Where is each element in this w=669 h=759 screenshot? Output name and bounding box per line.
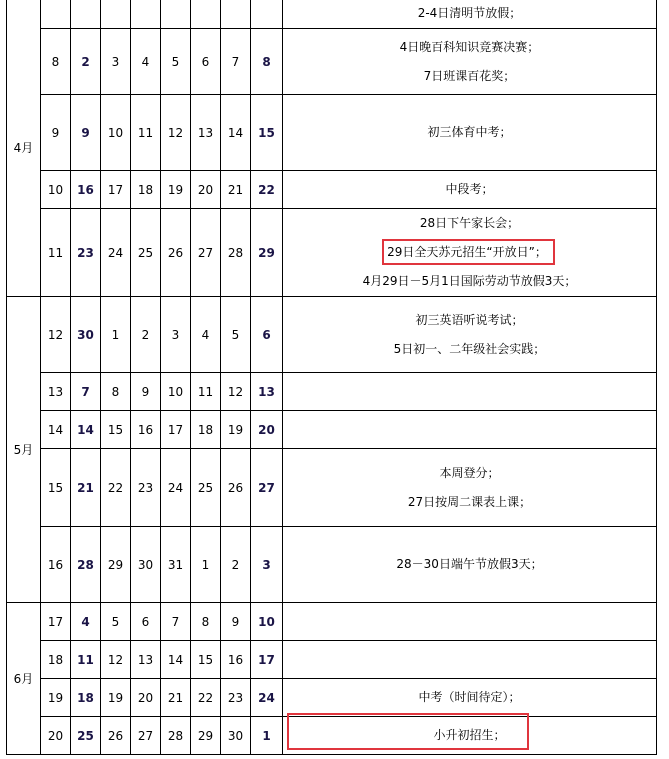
saturday-date: 20 (251, 411, 283, 449)
day-date: 25 (191, 449, 221, 527)
saturday-date: 15 (251, 95, 283, 171)
sunday-date: 16 (71, 171, 101, 209)
week-row (7, 373, 657, 411)
week-row (7, 679, 657, 717)
saturday-date: 17 (251, 641, 283, 679)
day-date: 12 (161, 95, 191, 171)
sunday-date: 28 (71, 527, 101, 603)
day-date (221, 0, 251, 29)
sunday-date: 4 (71, 603, 101, 641)
day-date: 15 (101, 411, 131, 449)
month-cell: 5月 (7, 297, 41, 603)
day-date: 27 (191, 209, 221, 297)
notes-cell (283, 411, 657, 449)
day-date: 2 (221, 527, 251, 603)
week-row (7, 209, 657, 297)
notes-cell (283, 641, 657, 679)
week-row (7, 95, 657, 171)
day-date: 26 (161, 209, 191, 297)
week-number: 14 (41, 411, 71, 449)
day-date: 12 (221, 373, 251, 411)
day-date: 26 (101, 717, 131, 755)
day-date: 10 (161, 373, 191, 411)
week-row (7, 297, 657, 373)
note-line: 28日下午家长会； (419, 216, 520, 230)
day-date: 7 (221, 29, 251, 95)
saturday-date: 6 (251, 297, 283, 373)
day-date: 4 (191, 297, 221, 373)
day-date: 11 (131, 95, 161, 171)
note-line (283, 238, 656, 267)
day-date: 4 (131, 29, 161, 95)
day-date: 15 (191, 641, 221, 679)
day-date: 14 (221, 95, 251, 171)
day-date: 18 (191, 411, 221, 449)
day-date: 23 (221, 679, 251, 717)
note-line: 中考（时间待定）； (418, 690, 521, 704)
day-date: 31 (161, 527, 191, 603)
day-date (101, 0, 131, 29)
note-line: 初三英语听说考试； (415, 312, 524, 327)
note-line: 小升初招生； (433, 728, 506, 742)
saturday-date: 29 (251, 209, 283, 297)
sunday-date: 30 (71, 297, 101, 373)
sunday-date: 2 (71, 29, 101, 95)
day-date: 21 (161, 679, 191, 717)
day-date: 1 (191, 527, 221, 603)
day-date (131, 0, 161, 29)
day-date: 18 (131, 171, 161, 209)
week-number: 15 (41, 449, 71, 527)
saturday-date: 10 (251, 603, 283, 641)
sunday-date: 9 (71, 95, 101, 171)
sunday-date (71, 0, 101, 29)
day-date: 21 (221, 171, 251, 209)
week-row (7, 0, 657, 29)
note-line: 5日初一、二年级社会实践； (393, 341, 546, 356)
day-date: 17 (161, 411, 191, 449)
saturday-date: 24 (251, 679, 283, 717)
week-number: 19 (41, 679, 71, 717)
day-date: 5 (221, 297, 251, 373)
week-number (41, 0, 71, 29)
day-date: 27 (131, 717, 161, 755)
week-row (7, 171, 657, 209)
notes-cell (283, 29, 657, 95)
note-line: 4日晚百科知识竞赛决赛； (399, 39, 540, 54)
week-row (7, 411, 657, 449)
day-date: 13 (131, 641, 161, 679)
day-date: 6 (191, 29, 221, 95)
week-number: 8 (41, 29, 71, 95)
note-line: 初三体育中考； (427, 125, 512, 139)
day-date: 24 (161, 449, 191, 527)
day-date: 22 (101, 449, 131, 527)
day-date: 28 (221, 209, 251, 297)
sunday-date: 23 (71, 209, 101, 297)
week-number: 10 (41, 171, 71, 209)
week-number: 9 (41, 95, 71, 171)
day-date: 6 (131, 603, 161, 641)
week-number: 11 (41, 209, 71, 297)
note-line: 本周登分； (439, 465, 500, 480)
day-date: 1 (101, 297, 131, 373)
note-line: 4月29日－5月1日国际劳动节放假3天； (362, 274, 577, 288)
day-date: 28 (161, 717, 191, 755)
highlight-box-admission (287, 713, 529, 750)
sunday-date: 11 (71, 641, 101, 679)
day-date (191, 0, 221, 29)
day-date: 13 (191, 95, 221, 171)
day-date: 5 (161, 29, 191, 95)
notes-cell (283, 95, 657, 171)
week-number: 12 (41, 297, 71, 373)
day-date: 20 (191, 171, 221, 209)
day-date: 3 (161, 297, 191, 373)
week-row (7, 29, 657, 95)
saturday-date: 13 (251, 373, 283, 411)
week-number: 13 (41, 373, 71, 411)
day-date: 26 (221, 449, 251, 527)
day-date: 20 (131, 679, 161, 717)
notes-cell (283, 297, 657, 373)
day-date: 8 (101, 373, 131, 411)
day-date: 23 (131, 449, 161, 527)
day-date: 25 (131, 209, 161, 297)
day-date: 9 (221, 603, 251, 641)
sunday-date: 14 (71, 411, 101, 449)
day-date: 8 (191, 603, 221, 641)
highlight-open-day: 29日全天苏元招生“开放日”； (386, 243, 551, 261)
week-row (7, 527, 657, 603)
notes-cell (283, 449, 657, 527)
notes-cell (283, 0, 657, 29)
week-row (7, 641, 657, 679)
week-row (7, 449, 657, 527)
sunday-date: 21 (71, 449, 101, 527)
note-line: 27日按周二课表上课； (407, 494, 532, 509)
day-date: 22 (191, 679, 221, 717)
saturday-date: 22 (251, 171, 283, 209)
school-calendar-table (6, 0, 657, 755)
saturday-date (251, 0, 283, 29)
saturday-date: 1 (251, 717, 283, 755)
day-date: 19 (101, 679, 131, 717)
saturday-date: 3 (251, 527, 283, 603)
day-date: 10 (101, 95, 131, 171)
day-date: 30 (131, 527, 161, 603)
day-date: 29 (101, 527, 131, 603)
day-date: 30 (221, 717, 251, 755)
day-date: 16 (221, 641, 251, 679)
sunday-date: 18 (71, 679, 101, 717)
day-date: 14 (161, 641, 191, 679)
week-number: 16 (41, 527, 71, 603)
day-date: 17 (101, 171, 131, 209)
note-line: 中段考； (445, 182, 494, 196)
notes-cell (283, 209, 657, 297)
week-row (7, 603, 657, 641)
day-date: 19 (161, 171, 191, 209)
day-date: 7 (161, 603, 191, 641)
day-date: 9 (131, 373, 161, 411)
day-date: 3 (101, 29, 131, 95)
note-line: 28－30日端午节放假3天； (396, 557, 543, 571)
day-date: 11 (191, 373, 221, 411)
note-line: 2-4日清明节放假； (417, 6, 522, 20)
note-line: 7日班课百花奖； (423, 68, 516, 83)
week-number: 20 (41, 717, 71, 755)
sunday-date: 25 (71, 717, 101, 755)
notes-cell (283, 171, 657, 209)
day-date: 5 (101, 603, 131, 641)
day-date: 19 (221, 411, 251, 449)
notes-cell (283, 679, 657, 717)
notes-cell (283, 373, 657, 411)
saturday-date: 27 (251, 449, 283, 527)
day-date: 24 (101, 209, 131, 297)
day-date: 12 (101, 641, 131, 679)
week-number: 17 (41, 603, 71, 641)
notes-cell (283, 527, 657, 603)
day-date: 29 (191, 717, 221, 755)
saturday-date: 8 (251, 29, 283, 95)
week-number: 18 (41, 641, 71, 679)
sunday-date: 7 (71, 373, 101, 411)
month-cell: 6月 (7, 603, 41, 755)
month-cell: 4月 (7, 0, 41, 297)
day-date: 16 (131, 411, 161, 449)
day-date (161, 0, 191, 29)
notes-cell (283, 603, 657, 641)
day-date: 2 (131, 297, 161, 373)
